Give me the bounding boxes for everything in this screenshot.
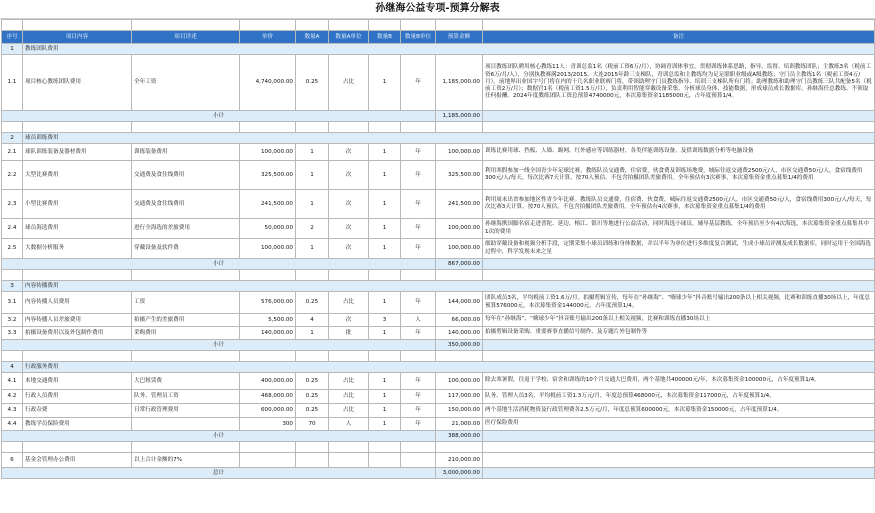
row-item: 教练学员保险费用 [23,418,132,431]
row-quantity-a: 1 [296,239,329,259]
row-amount: 117,000.00 [436,390,483,404]
empty-cell [2,20,23,31]
subtotal-amount: 388,000.00 [436,431,483,442]
budget-table [1,19,875,479]
empty-cell [483,259,875,270]
row-note: 队务、管理人员3名，平均税前工资1.3万元/月，年度总预算468000元，本次募集资金117000元，占年度预算1/4。 [483,390,875,404]
row-item: 行政杂费 [23,404,132,418]
row-quantity-a: 0.25 [296,292,329,314]
column-header: 项目详述 [132,31,240,44]
row-unit-a: 占比 [329,373,369,390]
row-note: 利用寒假参加一线全国青少年足球比赛。教练队员交通费，住宿费，伙食费及训练场地费，城际往返交通费2500元/人，市区交通费50元/人，食宿线费用300元/人/每天，每次比赛7天计算，按70人预估。不包含拍摄团队差旅费用。全年预估有3次赛事，本次募集资金重点募集1/4的费用 [483,161,875,190]
row-unit-b: 年 [401,327,436,340]
empty-cell [23,270,132,281]
row-quantity-b: 3 [369,314,401,327]
row-item: 球员海选费用 [23,219,132,239]
row-quantity-a: 0.25 [296,55,329,111]
table-row [2,161,875,190]
row-price: 4,740,000.00 [240,55,296,111]
empty-cell [401,442,436,453]
row-unit-a: 占比 [329,292,369,314]
row-number: 4.3 [2,404,23,418]
empty-cell [132,270,240,281]
row-amount: 144,000.00 [436,292,483,314]
row-quantity-b: 1 [369,144,401,161]
row-note: 除去寒暑假，往返于学校、宿舍和训练的10个月交通大巴费用，两个基地共400000元/年，本次募集资金100000元，占年度预算1/4。 [483,373,875,390]
subtotal-label: 小计 [2,111,436,122]
table-row [2,453,875,468]
empty-cell [483,442,875,453]
row-unit-b [401,453,436,468]
empty-cell [436,442,483,453]
row-price: 400,000.00 [240,373,296,390]
row-detail: 穿戴设备及软件费 [132,239,240,259]
empty-cell [369,20,401,31]
empty-cell [329,442,369,453]
table-row [2,219,875,239]
subtotal-amount: 867,000.00 [436,259,483,270]
table-row [2,292,875,314]
row-detail: 工资 [132,292,240,314]
row-price: 140,000.00 [240,327,296,340]
row-unit-b: 年 [401,55,436,111]
row-amount: 1,185,000.00 [436,55,483,111]
table-row [2,404,875,418]
row-quantity-b: 1 [369,292,401,314]
section-row [2,362,875,373]
empty-cell [401,270,436,281]
empty-cell [240,442,296,453]
empty-cell [483,122,875,133]
subtotal-label: 小计 [2,259,436,270]
row-unit-b: 年 [401,390,436,404]
row-price: 241,500.00 [240,190,296,219]
section-row [2,281,875,292]
row-quantity-b [369,453,401,468]
row-quantity-a: 1 [296,144,329,161]
row-note: 拍摄剪辑设备采购、重要赛事直播信号制作、及专题片外包制作等 [483,327,875,340]
column-header: 数量B [369,31,401,44]
row-note: 训练比赛用球、挡板、人墙、踢网、红外感应等训练器材，各类伴能训练设备，及供训练数据分析等电脑设备 [483,144,875,161]
empty-cell [436,122,483,133]
row-note: 两个基地生活消耗物资及行政管理费各2.5万元/月，年度总预算600000元，本次募集资金150000元，占年度预算1/4。 [483,404,875,418]
row-number: 6 [2,453,23,468]
row-unit-a: 次 [329,239,369,259]
blank-row [2,442,875,453]
empty-cell [132,122,240,133]
row-amount: 210,000.00 [436,453,483,468]
row-detail: 以上合计金额的7% [132,453,240,468]
row-detail [132,418,240,431]
row-quantity-a: 0.25 [296,404,329,418]
row-detail: 队务、管理员工资 [132,390,240,404]
column-header: 预算金额 [436,31,483,44]
row-price: 468,000.00 [240,390,296,404]
empty-cell [369,270,401,281]
empty-cell [483,111,875,122]
subtotal-amount: 1,185,000.00 [436,111,483,122]
empty-cell [329,122,369,133]
row-amount: 100,000.00 [436,144,483,161]
empty-cell [23,122,132,133]
section-name: 教练团队费用 [23,44,875,55]
row-note: 孙继海携国脚名宿走进普陀、延边、榕江、银川等地进行公益活动，同时海选小球员，辅导基层教练。全年预估至少有4次海选，本次募集资金重点募集其中1次的费用 [483,219,875,239]
table-row [2,190,875,219]
row-quantity-b: 1 [369,219,401,239]
empty-cell [132,442,240,453]
table-row [2,327,875,340]
empty-cell [296,442,329,453]
row-amount: 150,000.00 [436,404,483,418]
row-detail: 全年工资 [132,55,240,111]
total-amount: 3,000,000.00 [436,468,483,479]
row-unit-a: 次 [329,190,369,219]
row-unit-b: 年 [401,404,436,418]
header-row [2,31,875,44]
row-amount: 140,000.00 [436,327,483,340]
blank-row [2,270,875,281]
empty-cell [483,340,875,351]
empty-cell [296,122,329,133]
row-unit-b: 年 [401,144,436,161]
row-quantity-a: 1 [296,190,329,219]
empty-cell [483,351,875,362]
section-number: 1 [2,44,23,55]
row-price: 300 [240,418,296,431]
row-amount: 66,000.00 [436,314,483,327]
empty-cell [401,20,436,31]
row-item: 大数据分析服务 [23,239,132,259]
empty-cell [240,122,296,133]
empty-cell [23,442,132,453]
table-row [2,314,875,327]
row-quantity-a [296,453,329,468]
empty-cell [2,442,23,453]
column-header: 序号 [2,31,23,44]
row-unit-b: 年 [401,190,436,219]
empty-cell [483,270,875,281]
section-name: 行政服务费用 [23,362,875,373]
empty-cell [483,431,875,442]
row-number: 2.3 [2,190,23,219]
row-note: 每年在“孙继海”、“嗨球少年”抖音账号输出200条以上相关视频，比赛和训练直播30场以上 [483,314,875,327]
subtotal-amount: 350,000.00 [436,340,483,351]
row-note: 项目教练团队聘用核心教练11人：青训总监1名（税前工资6万/月），协调青训体事宜，贯彻训练体系思路，指导、监督、培训教练团队；主教练3名（税前工资6万/月/人），分别执教赛满2013/2015、大连2015年龄三支梯队，青训总监和主教练均为足足联职业级或A级教练；守门员主教练1名（税前工资4万/月），前地界出业国字号门将在内的十几名职业联赛门将，带领助理守门员教练指导、培训三支梯队所有门将；助理教练和助理守门员教练三队共配备5名（税前工资2万/月）；数据官1名（税前工资1.5万/月），负责利用智能穿戴设备采集、分析球员身体、技能数据，形成球员成长数据库。孙继海任总教练，不领取任何报酬。2024年度教练团队工资总预算4740000元，本次募集资金1185000元，占年度预算1/4。 [483,55,875,111]
empty-cell [2,351,23,362]
empty-cell [132,351,240,362]
row-unit-b: 年 [401,373,436,390]
column-header: 项目内容 [23,31,132,44]
subtotal-label: 小计 [2,431,436,442]
row-item: 项目核心教练团队费用 [23,55,132,111]
total-label: 总计 [2,468,436,479]
row-detail: 交通费及食住线费用 [132,161,240,190]
row-unit-a: 次 [329,161,369,190]
row-quantity-b: 1 [369,55,401,111]
row-item: 小型比赛费用 [23,190,132,219]
row-quantity-b: 1 [369,404,401,418]
table-row [2,239,875,259]
row-quantity-b: 1 [369,239,401,259]
empty-cell [436,20,483,31]
section-number: 4 [2,362,23,373]
row-number: 4.4 [2,418,23,431]
blank-row [2,351,875,362]
empty-cell [132,20,240,31]
row-unit-b: 年 [401,239,436,259]
row-quantity-a: 1 [296,327,329,340]
row-unit-a: 占比 [329,404,369,418]
row-quantity-b: 1 [369,190,401,219]
row-detail: 日常行政管理费用 [132,404,240,418]
empty-cell [483,20,875,31]
row-price: 50,000.00 [240,219,296,239]
row-unit-a: 次 [329,144,369,161]
row-unit-a: 占比 [329,390,369,404]
table-row [2,390,875,404]
empty-cell [401,351,436,362]
row-item: 拍摄设备费用以及外包制作费用 [23,327,132,340]
subtotal-row [2,259,875,270]
subtotal-row [2,431,875,442]
row-quantity-a: 0.25 [296,390,329,404]
empty-cell [329,20,369,31]
section-name: 内容传播费用 [23,281,875,292]
row-number: 3.3 [2,327,23,340]
row-note: 医疗保险费用 [483,418,875,431]
row-number: 2.5 [2,239,23,259]
row-detail: 采购费用 [132,327,240,340]
column-header: 数量B单位 [401,31,436,44]
row-number: 1.1 [2,55,23,111]
row-detail: 交通费及食住线费用 [132,190,240,219]
row-note: 利用周末出省参加地区性青少年比赛。教练队员交通费，住宿费，伙食费，城际往返交通费2500元/人，市区交通费50元/人，食宿线费用300元/人/每天，每次比赛3天计算，按70人预估，不包含拍摄团队差旅费用。全年预估有4次赛事，本次募集资金重点募集1/4的费用 [483,190,875,219]
empty-cell [369,442,401,453]
row-number: 3.1 [2,292,23,314]
row-detail: 大巴租赁费 [132,373,240,390]
row-price: 100,000.00 [240,144,296,161]
row-quantity-a: 70 [296,418,329,431]
row-detail: 拍摄产生的差旅费用 [132,314,240,327]
row-quantity-b: 1 [369,390,401,404]
empty-cell [23,20,132,31]
row-unit-a: 批 [329,327,369,340]
empty-cell [401,122,436,133]
row-unit-a: 人 [329,418,369,431]
total-row [2,468,875,479]
row-item: 内容传播人员差旅费用 [23,314,132,327]
empty-cell [296,351,329,362]
row-detail: 进行全海选的差旅费用 [132,219,240,239]
empty-cell [240,351,296,362]
column-header: 单价 [240,31,296,44]
row-price: 576,000.00 [240,292,296,314]
row-quantity-b: 1 [369,373,401,390]
empty-cell [483,468,875,479]
row-unit-b: 年 [401,219,436,239]
row-amount: 241,500.00 [436,190,483,219]
empty-cell [240,270,296,281]
row-amount: 100,000.00 [436,219,483,239]
empty-cell [23,351,132,362]
blank-row [2,20,875,31]
row-price: 325,500.00 [240,161,296,190]
row-quantity-b: 1 [369,327,401,340]
row-price [240,453,296,468]
empty-cell [436,270,483,281]
subtotal-label: 小计 [2,340,436,351]
table-row [2,55,875,111]
row-quantity-a: 2 [296,219,329,239]
empty-cell [329,351,369,362]
empty-cell [296,270,329,281]
row-quantity-b: 1 [369,161,401,190]
subtotal-row [2,111,875,122]
empty-cell [2,270,23,281]
row-number: 4.1 [2,373,23,390]
row-unit-b: 年 [401,292,436,314]
row-quantity-a: 0.25 [296,373,329,390]
empty-cell [329,270,369,281]
row-unit-b: 年 [401,161,436,190]
row-item: 基金会管理办公费用 [23,453,132,468]
row-note: 细助穿戴设备和视频分析手段，定期采集小球员训练和身体数据，并以半年为单位进行多维度复合测试，生成小球员评测及成长数据库，同时运用于全国海选过程中，科学发现未来之星 [483,239,875,259]
row-detail: 训练装备费用 [132,144,240,161]
section-name: 球员训练费用 [23,133,875,144]
row-amount: 21,000.00 [436,418,483,431]
empty-cell [436,351,483,362]
row-unit-a: 次 [329,219,369,239]
section-row [2,44,875,55]
section-number: 2 [2,133,23,144]
empty-cell [296,20,329,31]
column-header: 数量A [296,31,329,44]
row-note [483,453,875,468]
table-row [2,144,875,161]
column-header: 数量A单位 [329,31,369,44]
row-price: 600,000.00 [240,404,296,418]
row-number: 2.2 [2,161,23,190]
row-amount: 325,500.00 [436,161,483,190]
subtotal-row [2,340,875,351]
row-quantity-b: 1 [369,418,401,431]
column-header: 备注 [483,31,875,44]
row-number: 3.2 [2,314,23,327]
row-unit-a [329,453,369,468]
row-price: 5,500.00 [240,314,296,327]
row-note: 团队成员3名，平均税前工资1.6万/月。拍摄剪辑宣传，每年在“孙继海”、“嗨球少年”抖音账号输出200条以上相关视频，比赛和训练直播30场以上，年度总预算576000元，本次募集资金144000元，占年度预算1/4。 [483,292,875,314]
row-item: 内容传播人员费用 [23,292,132,314]
empty-cell [369,351,401,362]
row-quantity-a: 4 [296,314,329,327]
empty-cell [369,122,401,133]
row-item: 球队训练装备及器材费用 [23,144,132,161]
sheet-title: 孙继海公益专项-预算分解表 [0,0,875,19]
row-number: 2.1 [2,144,23,161]
row-amount: 100,000.00 [436,239,483,259]
row-quantity-a: 1 [296,161,329,190]
row-item: 本地交通费用 [23,373,132,390]
row-price: 100,000.00 [240,239,296,259]
row-unit-b: 年 [401,418,436,431]
blank-row [2,122,875,133]
row-item: 大型比赛费用 [23,161,132,190]
row-item: 行政人员费用 [23,390,132,404]
table-row [2,373,875,390]
row-unit-a: 占比 [329,55,369,111]
empty-cell [240,20,296,31]
empty-cell [2,122,23,133]
section-row [2,133,875,144]
section-number: 3 [2,281,23,292]
row-number: 2.4 [2,219,23,239]
row-number: 4.2 [2,390,23,404]
row-unit-b: 人 [401,314,436,327]
row-unit-a: 次 [329,314,369,327]
row-amount: 100,000.00 [436,373,483,390]
table-row [2,418,875,431]
